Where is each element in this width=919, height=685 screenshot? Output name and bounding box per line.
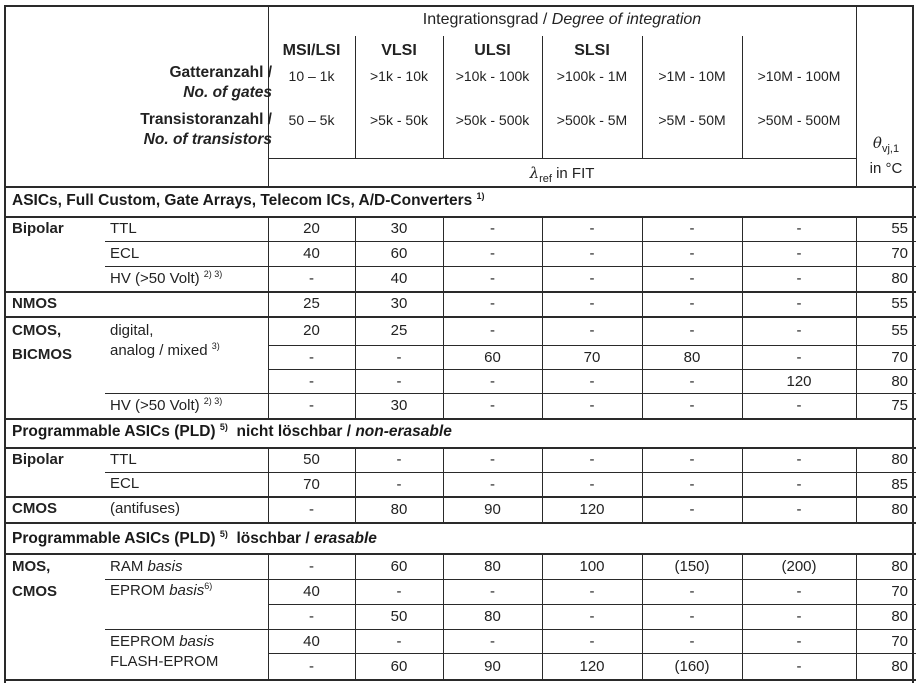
cell: - [689,633,695,650]
cell: 60 [390,245,408,262]
theta-value: 85 [891,476,908,493]
theta-symbol: θ [872,134,882,152]
theta-cell [856,448,916,472]
table-row [0,555,919,579]
cell: - [689,220,695,237]
tech-label: Bipolar [12,220,64,237]
transistors-label-en: No. of transistors [143,131,272,148]
section-title [12,530,377,548]
cell: - [796,633,802,650]
footnote-ref: 6) [204,581,213,591]
col-divider [642,36,643,158]
tech-label: BICMOS [12,346,72,363]
table-row [0,473,919,496]
theta-cell [856,292,916,316]
theta-cell [856,580,916,604]
cell: 25 [390,322,408,339]
cell: 30 [390,295,408,312]
cell: - [309,608,314,625]
theta-value: 70 [891,245,908,262]
cell: 30 [390,397,408,414]
cell: 50 [390,608,408,625]
theta-unit: in °C [869,160,903,177]
cell: - [589,476,595,493]
section-title-text: Programmable ASICs (PLD) [12,423,220,440]
table-row [0,346,919,369]
col-name: SLSI [574,42,610,59]
lambda-symbol: λ [529,164,540,182]
theta-value: 80 [891,501,908,518]
cell: 20 [303,322,320,339]
section-divider [4,522,916,524]
cell: - [689,608,695,625]
theta-cell [856,346,916,369]
sub-label-text: HV (>50 Volt) [110,270,204,287]
sub-label-text: EEPROM [110,633,180,650]
theta-value: 80 [891,270,908,287]
theta-cell [856,217,916,241]
sub-label-italic: basis [179,633,215,650]
col-divider [742,36,743,158]
tech-label: NMOS [12,295,57,312]
cell: 90 [484,501,501,518]
cell: - [490,245,495,262]
cell: 50 [303,451,320,468]
sub-label-text: HV (>50 Volt) [110,397,204,414]
theta-cell [856,394,916,418]
sub-label: (antifuses) [110,500,181,517]
cell: - [309,349,314,366]
cell: - [689,397,695,414]
cell: 90 [484,658,501,675]
section-title-text: nicht löschbar / [227,423,356,440]
theta-cell [856,473,916,496]
cell: 70 [303,476,320,493]
sub-label-text: analog / mixed [110,342,212,359]
cell: 40 [390,270,408,287]
col-transistors: >500k - 5M [556,112,628,128]
sub-label: ECL [110,475,140,492]
cell: 120 [579,658,605,675]
cell: - [689,451,695,468]
cell: (150) [674,558,710,575]
cell: - [589,220,595,237]
col-name: ULSI [474,42,511,59]
cell: - [309,501,314,518]
cell: - [589,245,595,262]
cell: - [490,295,495,312]
sub-label: TTL [110,451,137,468]
theta-value: 70 [891,583,908,600]
cell: - [589,451,595,468]
theta-value: 55 [891,322,908,339]
cell: - [309,397,314,414]
cell: - [689,501,695,518]
section-title-text: ASICs, Full Custom, Gate Arrays, Telecom ICs, A/D-Converters [12,192,477,209]
col-transistors: >5k - 50k [370,112,428,128]
tech-label: MOS, [12,558,51,575]
col-gates: >1k - 10k [370,68,428,84]
theta-cell [856,242,916,266]
cell: 100 [579,558,605,575]
lambda-unit: in FIT [551,165,595,182]
theta-value: 80 [891,373,908,390]
cell: - [796,322,802,339]
cell: - [490,270,495,287]
cell: 80 [484,608,501,625]
tech-label: CMOS, [12,322,62,339]
table-row [0,267,919,291]
cell: - [589,270,595,287]
cell: 120 [786,373,812,390]
integration-title [268,11,856,29]
cell: - [490,633,495,650]
cell: - [490,220,495,237]
theta-label [856,134,916,155]
cell: - [796,220,802,237]
cell: - [396,476,402,493]
theta-value: 55 [891,295,908,312]
cell: 40 [303,245,320,262]
cell: - [689,245,695,262]
footnote-ref: 5) [219,422,228,432]
col-gates: 10 – 1k [288,68,335,84]
cell: - [689,373,695,390]
cell: - [796,397,802,414]
cell: - [309,658,314,675]
cell: - [490,373,495,390]
theta-cell [856,318,916,344]
col-name: MSI/LSI [282,42,341,59]
cell: - [309,558,314,575]
theta-cell [856,370,916,393]
footnote-ref: 3) [211,341,220,351]
cell: 60 [484,349,501,366]
cell: - [796,295,802,312]
table-row [0,630,919,653]
theta-cell [856,630,916,653]
cell: - [396,349,402,366]
theta-cell [856,267,916,291]
cell: - [589,295,595,312]
section-title-text: löschbar / [227,530,315,547]
col-transistors: >50M - 500M [757,112,841,128]
theta-value: 75 [891,397,908,414]
cell: 80 [484,558,501,575]
cell: - [396,451,402,468]
cell: 80 [683,349,701,366]
cell: - [396,373,402,390]
table-row [0,242,919,266]
sub-label-italic: basis [147,558,183,575]
theta-value: 80 [891,658,908,675]
cell: - [796,245,802,262]
cell: - [589,608,595,625]
cell: - [490,322,495,339]
transistors-label-de: Transistoranzahl / [140,111,272,128]
sub-label-italic: basis [169,582,205,599]
cell: - [796,501,802,518]
theta-value: 55 [891,220,908,237]
sub-label: ECL [110,245,140,262]
theta-value: 80 [891,451,908,468]
cell: - [589,583,595,600]
sub-label-text: RAM [110,558,148,575]
col-gates: >100k - 1M [556,68,628,84]
sub-label: digital, [110,322,154,339]
col-transistors: 50 – 5k [288,112,335,128]
gates-label-de: Gatteranzahl / [169,64,272,81]
integration-title-de: Integrationsgrad / [422,11,552,28]
tech-label: Bipolar [12,451,64,468]
cell: - [796,608,802,625]
cell: - [309,373,314,390]
theta-cell [856,654,916,680]
theta-value: 70 [891,633,908,650]
table-row [0,448,919,472]
cell: - [796,270,802,287]
col-gates: >10M - 100M [757,68,841,84]
tech-label: CMOS [12,583,57,600]
col-transistors: >5M - 50M [658,112,726,128]
footnote-ref: 5) [219,529,228,539]
cell: 40 [303,633,320,650]
cell: - [796,583,802,600]
cell: - [796,349,802,366]
cell: - [796,451,802,468]
cell: - [796,658,802,675]
section-title [12,192,485,210]
theta-value: 80 [891,608,908,625]
col-gates: >1M - 10M [658,68,726,84]
cell: - [490,583,495,600]
cell: 60 [390,658,408,675]
sub-label: TTL [110,220,137,237]
footnote-ref: 1) [476,191,485,201]
theta-cell [856,555,916,579]
integration-title-en: Degree of integration [551,11,702,28]
cell: - [589,397,595,414]
section-title-italic: erasable [314,530,377,547]
cell: 80 [390,501,408,518]
section-divider [4,418,916,420]
theta-cell [856,498,916,522]
cell: - [589,322,595,339]
theta-sub: vj,1 [881,143,900,155]
cell: - [796,476,802,493]
lambda-row-divider [268,158,856,159]
tech-label: CMOS [12,500,57,517]
cell: 120 [579,501,605,518]
cell: - [689,322,695,339]
cell: 40 [303,583,320,600]
cell: - [589,633,595,650]
theta-cell [856,605,916,629]
cell: 20 [303,220,320,237]
col-transistors: >50k - 500k [455,112,530,128]
lambda-label [268,164,856,185]
section-title-text: Programmable ASICs (PLD) [12,530,220,547]
footnote-ref: 2) 3) [203,269,223,279]
section-title-italic: non-erasable [355,423,452,440]
cell: - [589,373,595,390]
sub-label: FLASH-EPROM [110,653,219,670]
lambda-sub: ref [539,173,552,185]
gates-label-en: No. of gates [183,84,272,101]
cell: - [396,583,402,600]
cell: - [396,633,402,650]
cell: 30 [390,220,408,237]
col-gates: >10k - 100k [455,68,530,84]
cell: 60 [390,558,408,575]
footnote-ref: 2) 3) [203,396,223,406]
table-row [0,370,919,393]
col-name: VLSI [381,42,417,59]
cell: - [490,397,495,414]
section-title [12,423,452,441]
cell: 25 [303,295,320,312]
table-row [0,394,919,418]
cell: 70 [583,349,601,366]
cell: - [689,270,695,287]
sub-label-text: EPROM [110,582,170,599]
cell: - [689,295,695,312]
cell: - [490,476,495,493]
cell: - [490,451,495,468]
table-row [0,654,919,679]
table-row [0,292,919,316]
cell: - [309,270,314,287]
theta-value: 80 [891,558,908,575]
table-row [0,605,919,629]
table-row [0,580,919,604]
cell: (200) [781,558,817,575]
theta-value: 70 [891,349,908,366]
cell: - [689,476,695,493]
table-row [0,318,919,345]
cell: - [689,583,695,600]
section-divider [4,186,916,188]
table-row [0,498,919,522]
table-row [0,217,919,241]
cell: (160) [674,658,710,675]
